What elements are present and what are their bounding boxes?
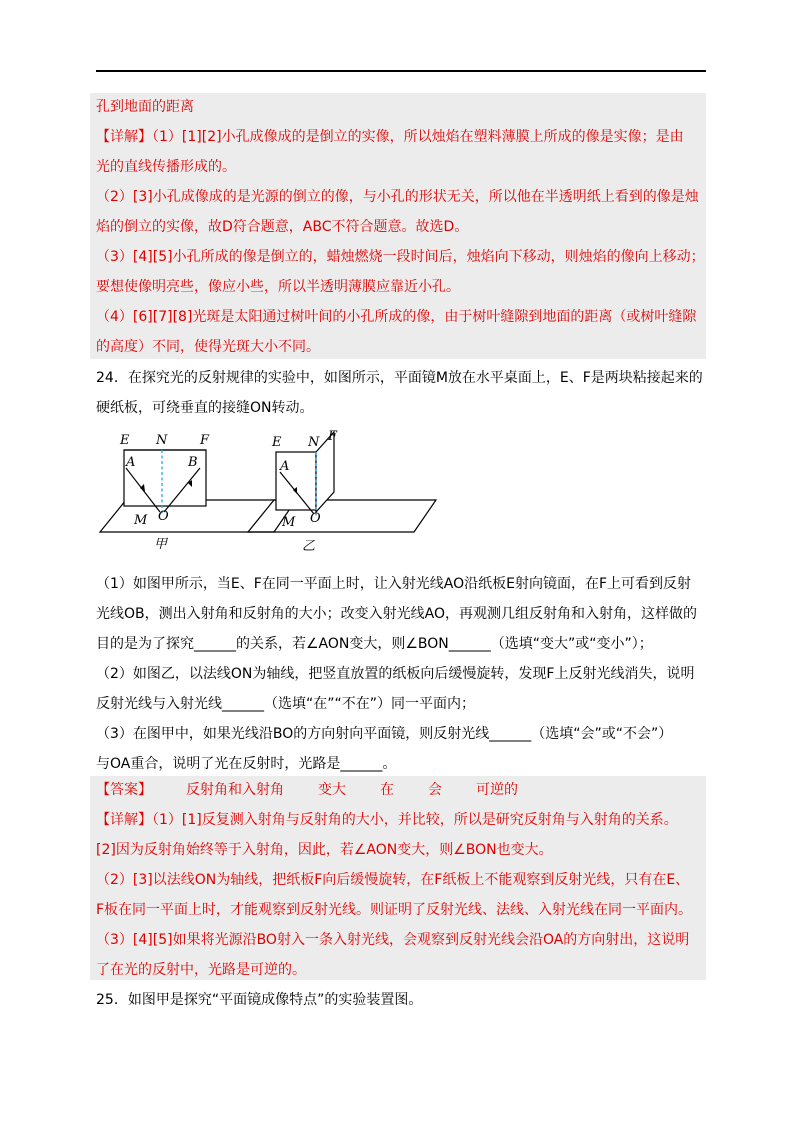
answer-item: 变大 xyxy=(318,782,346,798)
label-E: E xyxy=(272,435,282,450)
label-A: A xyxy=(280,459,290,474)
question-24-part: （2）如图乙，以法线ON为轴线，把竖直放置的纸板向后缓慢旋转，发现F上反射光线消失，说明 xyxy=(96,666,695,682)
header-rule xyxy=(96,70,706,72)
explain-line: 光的直线传播形成的。 xyxy=(96,159,236,175)
caption-jia: 甲 xyxy=(154,537,168,552)
explain-line: 孔到地面的距离 xyxy=(96,99,194,115)
explain-line: （3）[4][5]小孔所成的像是倒立的，蜡烛燃烧一段时间后，烛焰向下移动，则烛焰的像向上移动； xyxy=(96,249,705,265)
question-24-part: （3）在图甲中，如果光线沿BO的方向射向平面镜，则反射光线______（选填“会”或“不会”） xyxy=(96,726,673,742)
explain-line: F板在同一平面上时，才能观察到反射光线。则证明了反射光线、法线、入射光线在同一平面内。 xyxy=(96,902,693,918)
label-N: N xyxy=(308,435,320,450)
explain-line: （3）[4][5]如果将光源沿BO射入一条入射光线，会观察到反射光线会沿OA的方向射出，这说明 xyxy=(96,932,690,948)
explain-line: 了在光的反射中，光路是可逆的。 xyxy=(96,962,306,978)
question-24-part: 反射光线与入射光线______（选填“在”“不在”）同一平面内； xyxy=(96,696,476,712)
label-O: O xyxy=(158,509,169,524)
question-25-stem: 25．如图甲是探究“平面镜成像特点”的实验装置图。 xyxy=(96,992,423,1008)
explain-line: （2）[3]以法线ON为轴线，把纸板F向后缓慢旋转，在F纸板上不能观察到反射光线，只有在E、 xyxy=(96,872,690,888)
label-O: O xyxy=(310,511,321,526)
explain-line: （4）[6][7][8]光斑是太阳通过树叶间的小孔所成的像，由于树叶缝隙到地面的距离（或树叶缝隙 xyxy=(96,309,697,325)
explain-line: 【详解】（1）[1][2]小孔成像成的是倒立的实像，所以烛焰在塑料薄膜上所成的像是实像；是由 xyxy=(96,129,684,145)
caption-yi: 乙 xyxy=(302,539,316,554)
label-F: F xyxy=(200,433,210,448)
explain-line: [2]因为反射角始终等于入射角，因此，若∠AON变大，则∠BON也变大。 xyxy=(96,842,553,858)
answer-item: 会 xyxy=(428,782,442,798)
label-M: M xyxy=(282,515,296,530)
label-B: B xyxy=(188,455,198,470)
explain-line: 要想使像明亮些，像应小些，所以半透明薄膜应靠近小孔。 xyxy=(96,279,460,295)
answer-line xyxy=(96,780,706,800)
answer-label: 【答案】 xyxy=(96,782,152,798)
figure-yi xyxy=(248,430,436,554)
answer-item: 反射角和入射角 xyxy=(186,782,284,798)
reflection-experiment-figure xyxy=(96,430,456,560)
question-24-part: 光线OB，测出入射角和反射角的大小；改变入射光线AO，再观测几组反射角和入射角，这样做的 xyxy=(96,606,697,622)
label-F: F xyxy=(328,430,338,444)
figure-jia xyxy=(100,433,296,552)
explain-line: 的高度）不同，使得光斑大小不同。 xyxy=(96,339,320,355)
question-24-part: （1）如图甲所示，当E、F在同一平面上时，让入射光线AO沿纸板E射向镜面，在F上可看到反射 xyxy=(96,576,692,592)
question-24-part: 目的是为了探究______的关系，若∠AON变大，则∠BON______（选填“变大”或“变小”）； xyxy=(96,636,653,652)
explain-line: （2）[3]小孔成像成的是光源的倒立的像，与小孔的形状无关，所以他在半透明纸上看到的像是烛 xyxy=(96,189,699,205)
label-A: A xyxy=(126,455,136,470)
explain-line: 焰的倒立的实像，故D符合题意，ABC不符合题意。故选D。 xyxy=(96,219,469,235)
question-24-stem: 24．在探究光的反射规律的实验中，如图所示，平面镜M放在水平桌面上，E、F是两块粘接起来的 xyxy=(96,370,703,386)
explain-line: 【详解】（1）[1]反复测入射角与反射角的大小，并比较，所以是研究反射角与入射角的关系。 xyxy=(96,812,678,828)
answer-item: 可逆的 xyxy=(476,782,518,798)
question-24-part: 与OA重合，说明了光在反射时，光路是______。 xyxy=(96,756,397,772)
question-24-stem: 硬纸板，可绕垂直的接缝ON转动。 xyxy=(96,400,314,416)
answer-item: 在 xyxy=(380,782,394,798)
label-N: N xyxy=(156,433,168,448)
label-E: E xyxy=(120,433,130,448)
label-M: M xyxy=(134,513,148,528)
